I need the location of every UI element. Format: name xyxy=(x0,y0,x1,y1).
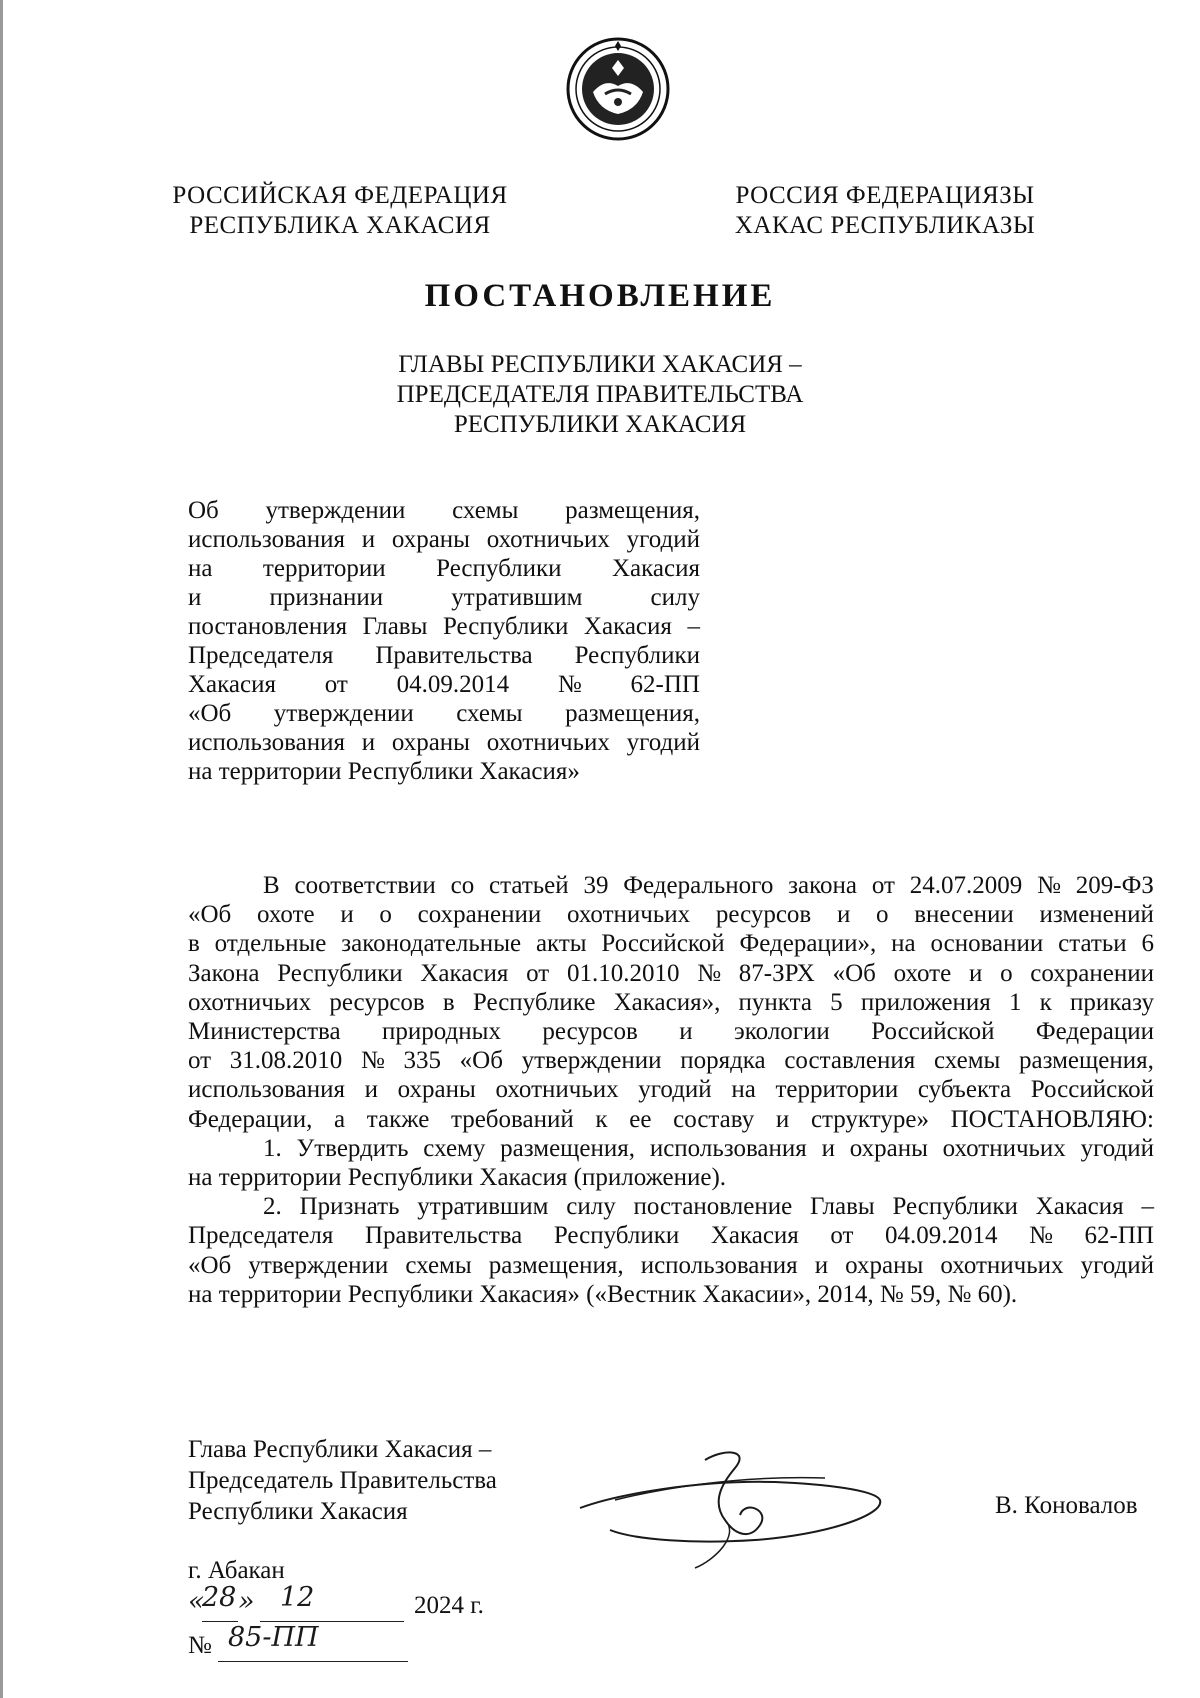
handwritten-signature xyxy=(575,1440,930,1575)
heading-line: Председателя Правительства Республики xyxy=(188,642,700,669)
body-line: Закона Республики Хакасия от 01.10.2010 № 87-ЗРХ «Об охоте и о сохранении xyxy=(188,959,1154,987)
body-line: от 31.08.2010 № 335 «Об утверждении порядка составления схемы размещения, xyxy=(188,1047,1154,1075)
heading-line: Об утверждении схемы размещения, xyxy=(188,497,700,524)
document-subtitle xyxy=(0,350,1200,440)
signatory-title-line-3: Республики Хакасия xyxy=(188,1498,408,1525)
body-line: 2. Признать утратившим силу постановление Главы Республики Хакасия – xyxy=(263,1193,1154,1221)
document-date xyxy=(188,1582,528,1622)
number-underline xyxy=(218,1661,408,1662)
subtitle-line-1: ГЛАВЫ РЕСПУБЛИКИ ХАКАСИЯ – xyxy=(398,351,802,378)
heading-line: и признании утратившим силу xyxy=(188,584,700,611)
heading-line: использования и охраны охотничьих угодий xyxy=(188,729,700,756)
document-heading xyxy=(188,496,700,786)
date-close-quote: » xyxy=(238,1586,255,1617)
signatory-title-line-2: Председатель Правительства xyxy=(188,1467,497,1494)
number-prefix: № xyxy=(188,1632,212,1659)
date-day: 28 xyxy=(202,1582,237,1613)
body-line: 1. Утвердить схему размещения, использования и охраны охотничьих угодий xyxy=(263,1134,1154,1162)
subtitle-line-2: ПРЕДСЕДАТЕЛЯ ПРАВИТЕЛЬСТВА xyxy=(396,381,804,408)
body-line: Председателя Правительства Республики Хакасия от 04.09.2014 № 62-ПП xyxy=(188,1222,1154,1250)
header-left-line-2: РЕСПУБЛИКА ХАКАСИЯ xyxy=(189,212,491,239)
body-line: В соответствии со статьей 39 Федерального закона от 24.07.2009 № 209-ФЗ xyxy=(263,872,1154,899)
heading-line: использования и охраны охотничьих угодий xyxy=(188,526,700,553)
heading-line: постановления Главы Республики Хакасия – xyxy=(188,613,700,640)
body-line: на территории Республики Хакасия (приложение). xyxy=(188,1164,727,1192)
number-value: 85-ПП xyxy=(228,1622,319,1653)
place-of-issue: г. Абакан xyxy=(188,1557,285,1584)
body-line: «Об утверждении схемы размещения, использования и охраны охотничьих угодий xyxy=(188,1251,1154,1279)
heading-line: «Об утверждении схемы размещения, xyxy=(188,700,700,727)
body-line: на территории Республики Хакасия» («Вестник Хакасии», 2014, № 59, № 60). xyxy=(188,1280,1018,1308)
document-number xyxy=(188,1622,428,1662)
date-year: 2024 г. xyxy=(414,1592,484,1619)
header-left-line-1: РОССИЙСКАЯ ФЕДЕРАЦИЯ xyxy=(172,182,508,209)
body-line: использования и охраны охотничьих угодий на территории субъекта Российской xyxy=(188,1076,1154,1104)
heading-line: на территории Республики Хакасия» xyxy=(188,758,580,785)
signatory-title-line-1: Глава Республики Хакасия – xyxy=(188,1436,492,1463)
scan-edge xyxy=(0,0,3,1698)
date-open-quote: « xyxy=(188,1586,205,1617)
date-month: 12 xyxy=(280,1582,315,1613)
subtitle-line-3: РЕСПУБЛИКИ ХАКАСИЯ xyxy=(453,411,747,438)
header-right-line-1: РОССИЯ ФЕДЕРАЦИЯЗЫ xyxy=(735,182,1035,209)
header-right xyxy=(720,181,1050,241)
signatory-title xyxy=(188,1434,497,1527)
body-line: в отдельные законодательные акты Российской Федерации», на основании статьи 6 xyxy=(188,930,1154,958)
coat-of-arms-icon xyxy=(565,36,671,142)
signatory-name: В. Коновалов xyxy=(995,1492,1138,1519)
header-right-line-2: ХАКАС РЕСПУБЛИКАЗЫ xyxy=(734,212,1036,239)
body-line: охотничьих ресурсов в Республике Хакасия», пункта 5 приложения 1 к приказу xyxy=(188,988,1154,1016)
body-line: «Об охоте и о сохранении охотничьих ресурсов и о внесении изменений xyxy=(188,901,1154,929)
body-line: Федерации, а также требований к ее составу и структуре» ПОСТАНОВЛЯЮ: xyxy=(188,1105,1154,1133)
body-line: Министерства природных ресурсов и экологии Российской Федерации xyxy=(188,1018,1154,1046)
heading-line: на территории Республики Хакасия xyxy=(188,555,700,582)
heading-line: Хакасия от 04.09.2014 № 62-ПП xyxy=(188,671,700,698)
document-title: ПОСТАНОВЛЕНИЕ xyxy=(424,278,776,314)
document-body xyxy=(188,871,1154,1309)
header-left xyxy=(160,181,520,241)
